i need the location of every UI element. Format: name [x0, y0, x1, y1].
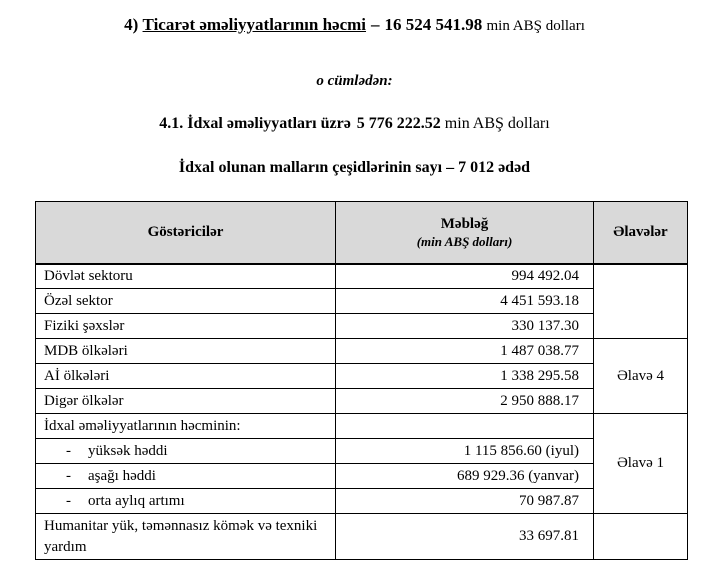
row-label-text: yüksək həddi [88, 442, 168, 459]
heading-number: 4) [124, 15, 139, 34]
row-label [36, 489, 336, 514]
row-label-text: aşağı həddi [88, 467, 156, 484]
line-4-1-label: 4.1. İdxal əməliyyatları üzrə [159, 115, 351, 132]
row-label: Fiziki şəxslər [36, 314, 336, 339]
table-row-import-volume-group [36, 414, 688, 439]
table-row-avg-monthly-growth [36, 489, 688, 514]
heading-amount: 16 524 541.98 [384, 15, 483, 34]
col-header-amount [336, 202, 594, 264]
table-header-row [36, 202, 688, 264]
annex-cell-empty [594, 514, 688, 560]
row-label [36, 464, 336, 489]
table-row-humanitarian [36, 514, 688, 560]
row-label: MDB ölkələri [36, 339, 336, 364]
row-value: 4 451 593.18 [336, 289, 594, 314]
row-value: 1 115 856.60 (iyul) [336, 439, 594, 464]
row-label: İdxal əməliyyatlarının həcminin: [36, 414, 336, 439]
annex-cell-empty [594, 264, 688, 339]
col-header-annexes: Əlavələr [594, 202, 688, 264]
subheading: o cümlədən: [316, 73, 393, 89]
heading-title: Ticarət əməliyyatlarının həcmi [142, 15, 367, 34]
annex-cell-1: Əlavə 1 [594, 414, 688, 514]
row-label [36, 439, 336, 464]
annex-cell-4: Əlavə 4 [594, 339, 688, 414]
table-row-other-countries [36, 389, 688, 414]
table-row-max-limit [36, 439, 688, 464]
col-header-amount-sub: (min ABŞ dolları) [416, 233, 513, 249]
col-header-indicators: Göstəricilər [36, 202, 336, 264]
table-row-min-limit [36, 464, 688, 489]
row-value: 330 137.30 [336, 314, 594, 339]
table-row-cis-countries [36, 339, 688, 364]
table-row-private-sector [36, 289, 688, 314]
line-4-1-amount: 5 776 222.52 [356, 115, 441, 132]
row-value: 70 987.87 [336, 489, 594, 514]
row-value [336, 414, 594, 439]
row-label: Dövlət sektoru [36, 264, 336, 289]
row-value: 689 929.36 (yanvar) [336, 464, 594, 489]
row-label: Humanitar yük, təmənnasız kömək və texniki yardım [36, 514, 336, 560]
row-label: Digər ölkələr [36, 389, 336, 414]
heading-dash: – [371, 15, 380, 34]
col-header-amount-title: Məbləğ [440, 215, 489, 232]
table-row-individuals [36, 314, 688, 339]
table-row-state-sector [36, 264, 688, 289]
list-dash: - [66, 442, 71, 459]
row-value: 1 338 295.58 [336, 364, 594, 389]
row-value: 994 492.04 [336, 264, 594, 289]
list-dash: - [66, 492, 71, 509]
row-label: Aİ ölkələri [36, 364, 336, 389]
list-dash: - [66, 467, 71, 484]
section-heading [0, 14, 709, 37]
table-row-eu-countries [36, 364, 688, 389]
row-label-text: orta aylıq artımı [88, 492, 185, 509]
row-value: 2 950 888.17 [336, 389, 594, 414]
import-operations-table [35, 201, 688, 560]
import-count-line: İdxal olunan malların çeşidlərinin sayı – 7 012 ədəd [178, 159, 531, 176]
heading-unit: min ABŞ dolları [486, 18, 585, 34]
row-value: 1 487 038.77 [336, 339, 594, 364]
line-4-1-unit: min ABŞ dolları [444, 115, 550, 132]
row-label: Özəl sektor [36, 289, 336, 314]
line-4-1 [0, 113, 709, 135]
row-value: 33 697.81 [336, 514, 594, 560]
